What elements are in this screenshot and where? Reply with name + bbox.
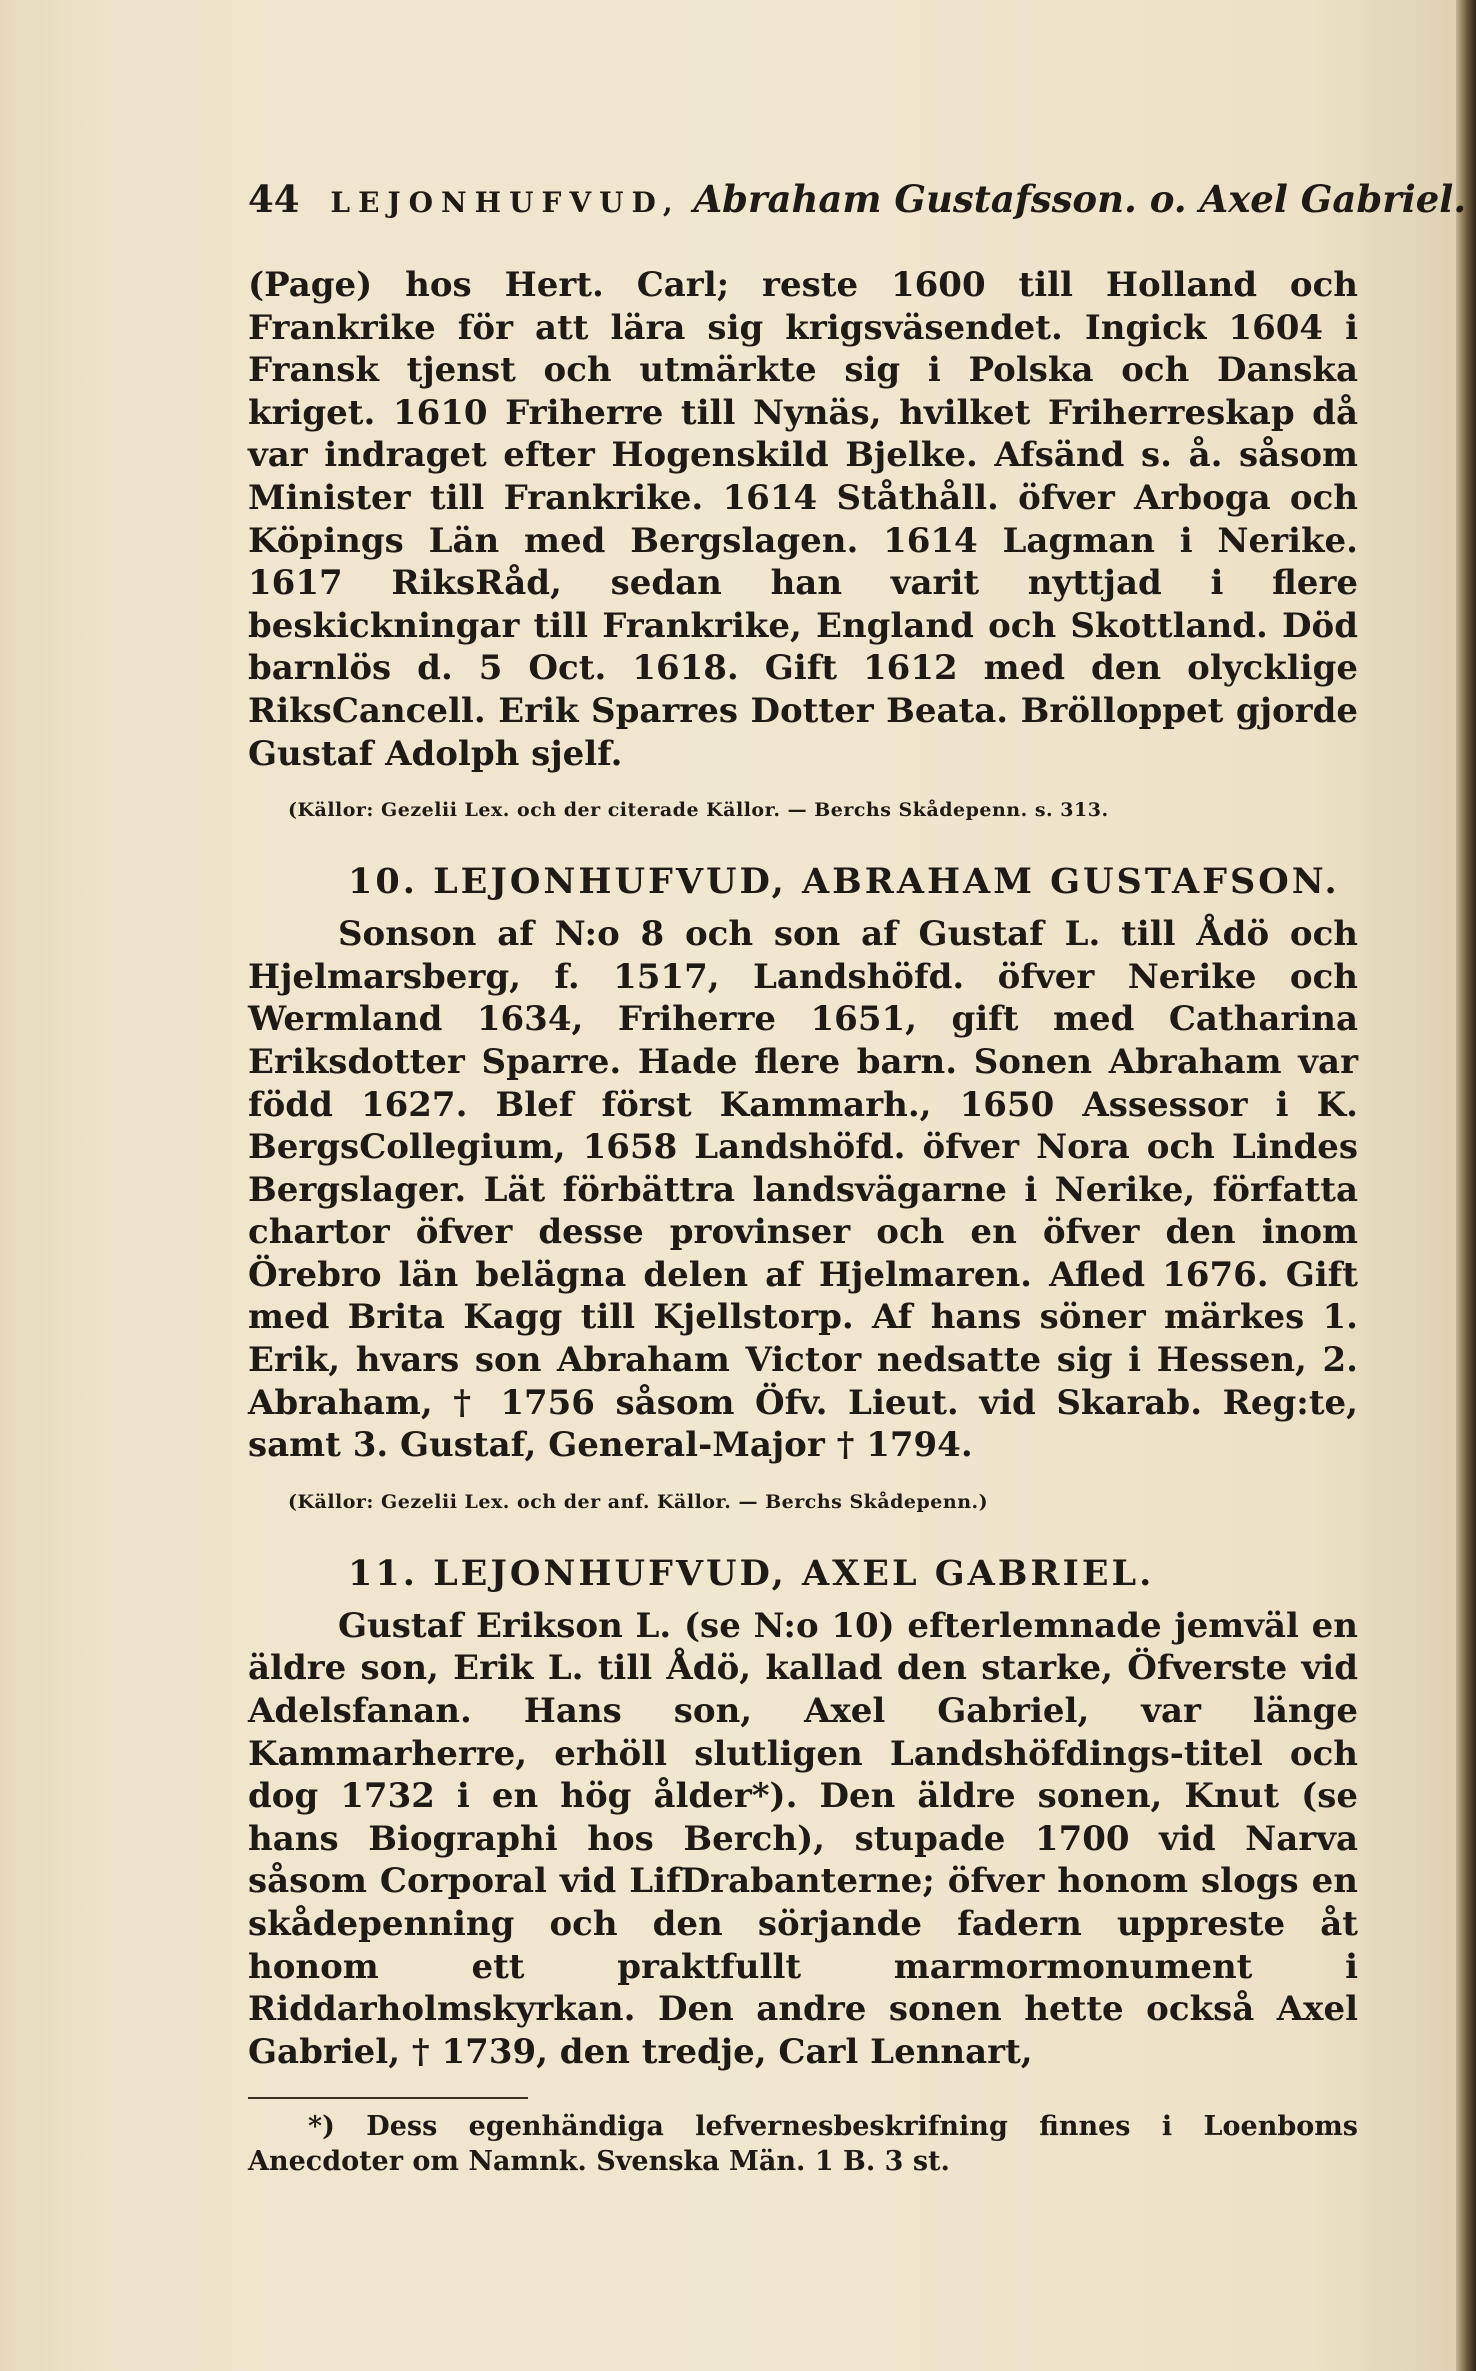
footnote-divider bbox=[248, 2097, 528, 2099]
footnote: *) Dess egenhändiga lefvernesbeskrifning finnes i Loenboms Anecdoter om Namnk. Svenska Män. 1 B. 3 st. bbox=[248, 2111, 1358, 2178]
entry-9-continuation: (Page) hos Hert. Carl; reste 1600 till Holland och Frankrike för att lära sig krigsväsendet. Ingick 1604 i Fransk tjenst och utmärkte sig i Polska och Danska kriget. 1610 Friherre till Nynäs, hvilket Friherreskap då var indraget efter Hogenskild Bjelke. Afsänd s. å. såsom Minister till Frankrike. 1614 Ståthåll. öfver Arboga och Köpings Län med Bergslagen. 1614 Lagman i Nerike. 1617 RiksRåd, sedan han varit nyttjad i flere beskickningar till Frankrike, England och Skottland. Död barnlös d. 5 Oct. 1618. Gift 1612 med den olycklige RiksCancell. Erik Sparres Dotter Beata. Brölloppet gjorde Gustaf Adolph sjelf. bbox=[248, 265, 1358, 774]
header-surname: LEJONHUFVUD, bbox=[330, 186, 681, 219]
entry-11-text: Gustaf Erikson L. (se N:o 10) efterlemnade jemväl en äldre son, Erik L. till Ådö, kallad den starke, Öfverste vid Adelsfanan. Hans son, Axel Gabriel, var länge Kammarherre, erhöll slutligen Landshöfdings-titel och dog 1732 i en hög ålder*). Den äldre sonen, Knut (se hans Biographi hos Berch), stupade 1700 vid Narva såsom Corporal vid LifDrabanterne; öfver honom slogs en skådepenning och den sörjande fadern uppreste åt honom ett praktfullt marmormonument i Riddarholmskyrkan. Den andre sonen hette också Axel Gabriel, † 1739, den tredje, Carl Lennart, bbox=[248, 1605, 1358, 2072]
entry-10-sources: (Källor: Gezelii Lex. och der anf. Källor. — Berchs Skådepenn.) bbox=[288, 1490, 989, 1513]
running-header bbox=[248, 176, 1467, 226]
entry-10-text: Sonson af N:o 8 och son af Gustaf L. till Ådö och Hjelmarsberg, f. 1517, Landshöfd. öfver Nerike och Wermland 1634, Friherre 1651, gift med Catharina Eriksdotter Sparre. Hade flere barn. Sonen Abraham var född 1627. Blef först Kammarh., 1650 Assessor i K. BergsCollegium, 1658 Landshöfd. öfver Nora och Lindes Bergslager. Lät förbättra landsvägarne i Nerike, författa chartor öfver desse provinser och en öfver den inom Örebro län belägna delen af Hjelmaren. Afled 1676. Gift med Brita Kagg till Kjellstorp. Af hans söner märkes 1. Erik, hvars son Abraham Victor nedsatte sig i Hessen, 2. Abraham, † 1756 såsom Öfv. Lieut. vid Skarab. Reg:te, samt 3. Gustaf, General-Major † 1794. bbox=[248, 914, 1358, 1466]
page-number: 44 bbox=[248, 177, 300, 221]
page-binding-edge bbox=[1456, 0, 1476, 2371]
entry-11-heading: 11. LEJONHUFVUD, AXEL GABRIEL. bbox=[348, 1552, 1155, 1594]
entry-9-sources: (Källor: Gezelii Lex. och der citerade Källor. — Berchs Skådepenn. s. 313. bbox=[288, 799, 1109, 822]
header-names: Abraham Gustafsson. o. Axel Gabriel. bbox=[693, 177, 1467, 221]
page-content bbox=[248, 176, 1467, 2179]
entry-10-heading: 10. LEJONHUFVUD, ABRAHAM GUSTAFSON. bbox=[348, 861, 1340, 903]
